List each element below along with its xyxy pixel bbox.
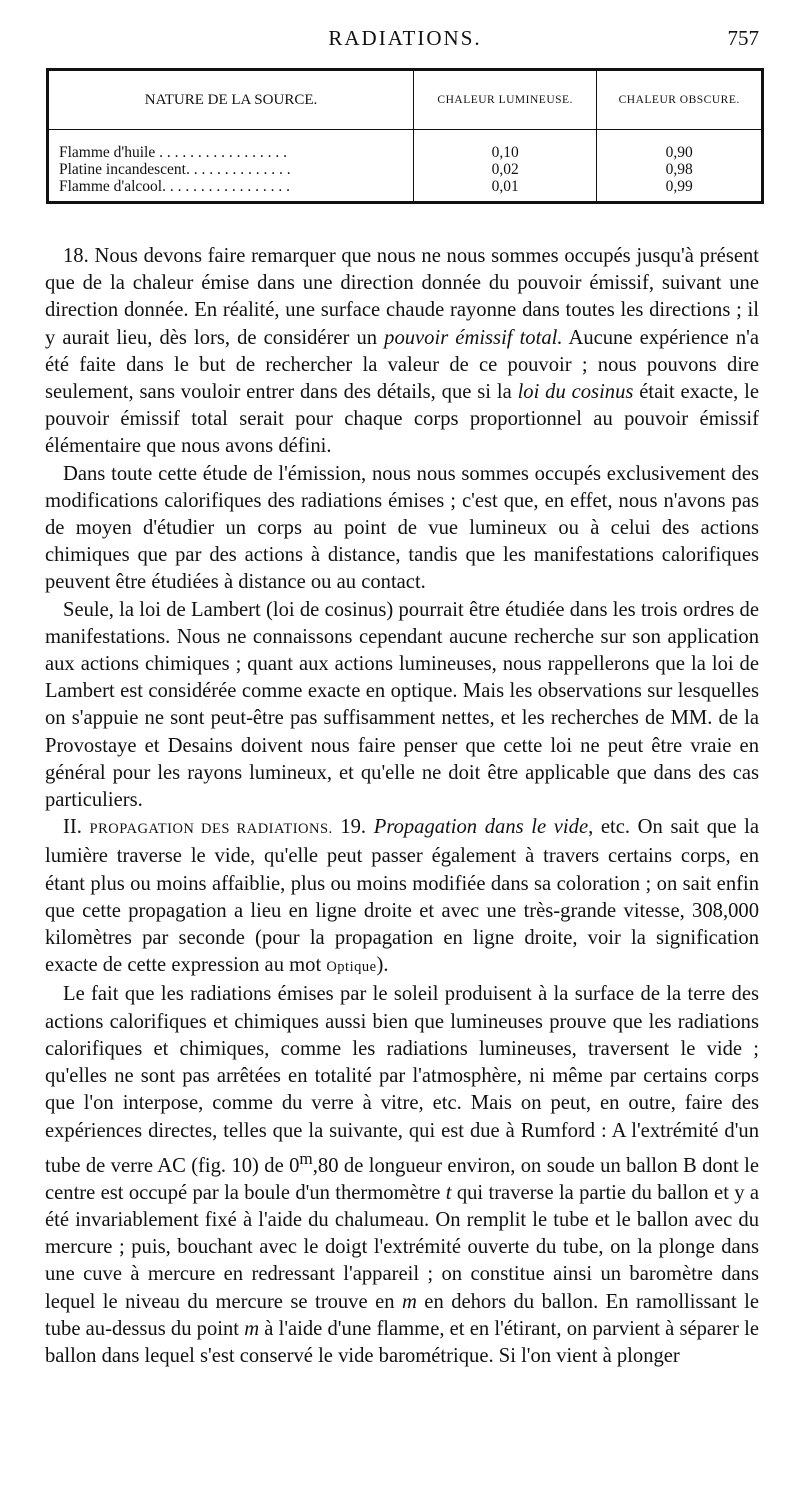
column-header-luminous: CHALEUR LUMINEUSE. <box>414 70 597 130</box>
paragraph: Le fait que les radiations émises par le soleil produisent à la surface de la terre des actions calorifiques et chimiques aussi bien que lumineuses prouve que les radiations calorifiques et chimiques, comme les radiations lumineuses, traversent le vide ; qu'elles ne sont pas arrêtées en totalité par l'atmosphère, ni même par certains corps que l'on interpose, comme du verre à vitre, etc. Mais on peut, en outre, faire des expériences directes, telles que la suivante, qui est due à Rumford : A l'extrémité d'un tube de verre AC (fig. 10) de 0$^m$,80 de longueur environ, on soude un ballon B dont le centre est occupé par la boule d'un thermomètre t qui traverse la partie du ballon et y a été invariablement fixé à l'aide du chalumeau. On remplit le tube et le ballon avec du mercure ; puis, bouchant avec le doigt l'extrémité ouverte du tube, on la plonge dans une cuve à mercure en redressant l'appareil ; on constitue ainsi un baromètre dans lequel le niveau du mercure se trouve en m en dehors du ballon. En ramollissant le tube au-dessus du point m à l'aide d'une flamme, et en l'étirant, on parvient à séparer le ballon dans lequel s'est conservé le vide barométrique. Si l'on vient à plonger <box>45 983 759 1367</box>
emphasis: loi du cosinus <box>517 381 634 404</box>
luminous-value: 0,01 <box>491 178 519 195</box>
running-title: RADIATIONS. <box>328 26 482 50</box>
paragraph: Seule, la loi de Lambert (loi de cosinus) pourrait être étudiée dans les trois ordres de manifestations. Nous ne connaissons cependant aucune recherche sur son application aux actions chimiques ; quant aux actions lumineuses, nous rappellerons que la loi de Lambert est considérée comme exacte en optique. Mais les observations sur lesquelles on s'appuie ne sont peut-être pas suffisamment nettes, et les recherches de MM. de la Provostaye et Desains doivent nous faire penser que cette loi ne peut être vraie en général pour les rayons lumineux, et qu'elle ne doit être applicable que dans des cas particuliers. <box>45 598 759 812</box>
paragraph-number: 19. <box>340 816 367 839</box>
dark-value: 0,99 <box>665 178 693 195</box>
paragraph-number: 18. <box>63 245 89 267</box>
body-text <box>45 243 759 1370</box>
source-name: Flamme d'huile . . . . . . . . . . . . . . . . . <box>59 144 287 161</box>
source-name: Flamme d'alcool. . . . . . . . . . . . . . . . . <box>59 178 290 195</box>
column-header-source: NATURE DE LA SOURCE. <box>48 70 414 130</box>
paragraph-18: 18. Nous devons faire remarquer que nous ne nous sommes occupés jusqu'à présent que de la chaleur émise dans une direction donnée du pouvoir émissif, suivant une direction donnée. En réalité, une surface chaude rayonne dans toutes les directions ; il y aurait lieu, dès lors, de considérer un pouvoir émissif total. Aucune expérience n'a été faite dans le but de rechercher la valeur de ce pouvoir ; nous pouvons dire seulement, sans vouloir entrer dans des détails, que si la loi du cosinus était exacte, le pouvoir émissif total serait pour chaque corps proportionnel au pouvoir émissif élémentaire que nous avons défini. <box>45 245 759 458</box>
section-heading: PROPAGATION DES RADIATIONS. <box>89 821 333 838</box>
dark-value: 0,98 <box>665 161 693 178</box>
page-header <box>45 26 765 54</box>
dark-value: 0,90 <box>665 144 693 161</box>
source-name: Platine incandescent. . . . . . . . . . . . . . <box>59 161 291 178</box>
section-number: II. <box>63 816 82 839</box>
table-row <box>48 130 763 203</box>
paragraph: Dans toute cette étude de l'émission, nous nous sommes occupés exclusivement des modifications calorifiques des radiations émises ; c'est que, en effet, nous n'avons pas de moyen d'étudier un corps au point de vue lumineux ou à celui des actions chimiques que par des actions à distance, tandis que les manifestations calorifiques peuvent être étudiées à distance ou au contact. <box>45 462 759 594</box>
dark-cell <box>597 130 763 203</box>
source-cell <box>48 130 414 203</box>
page-number: 757 <box>727 26 759 50</box>
paragraph-19: II. PROPAGATION DES RADIATIONS. 19. Propagation dans le vide, etc. On sait que la lumière traverse le vide, qu'elle peut passer également à travers certains corps, en étant plus ou moins affaiblie, plus ou moins modifiée dans sa coloration ; on sait enfin que cette propagation a lieu en ligne droite et avec une très-grande vitesse, 308,000 kilomètres par seconde (pour la propagation en ligne droite, voir la signification exacte de cette expression au mot Optique). <box>45 816 759 977</box>
luminous-value: 0,10 <box>491 144 519 161</box>
table-header-row <box>48 70 763 130</box>
luminous-value: 0,02 <box>491 161 519 178</box>
cross-reference: Optique <box>326 959 377 976</box>
emphasis: pouvoir émissif total. <box>384 326 563 349</box>
emission-table <box>46 68 764 204</box>
column-header-dark: CHALEUR OBSCURE. <box>597 70 763 130</box>
emphasis: Propagation dans le vide <box>373 816 589 839</box>
luminous-cell <box>414 130 597 203</box>
